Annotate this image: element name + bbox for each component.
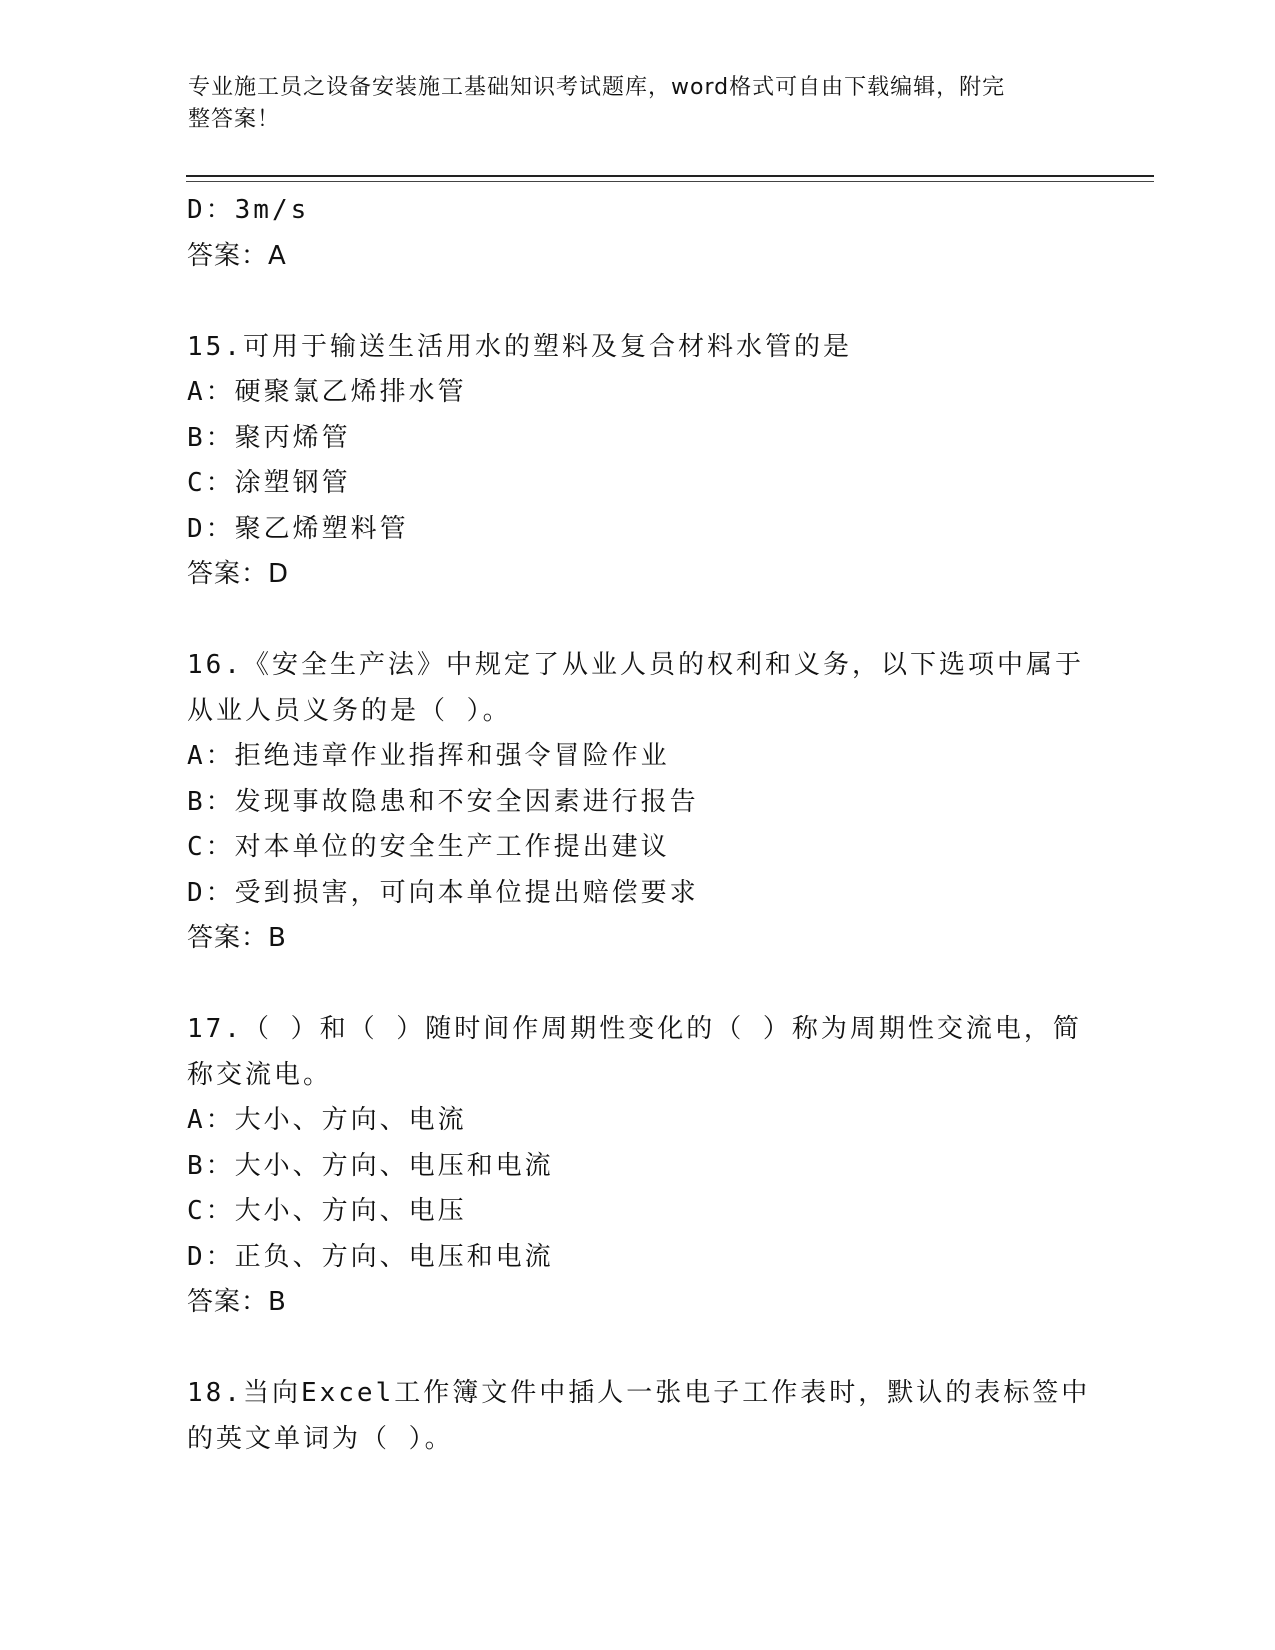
option-d: D：受到损害，可向本单位提出赔偿要求 — [187, 877, 699, 908]
option-d: D：聚乙烯塑料管 — [187, 513, 409, 544]
answer-line: 答案：B — [187, 923, 287, 953]
option-b: B：聚丙烯管 — [187, 422, 351, 453]
question-text-line-2: 的英文单词为（ ）。 — [187, 1423, 454, 1454]
option-d: D：正负、方向、电压和电流 — [187, 1241, 554, 1272]
spacer — [187, 1326, 1087, 1372]
option-a: A：拒绝违章作业指挥和强令冒险作业 — [187, 741, 670, 771]
question-text-line-1: 16.《安全生产法》中规定了从业人员的权利和义务，以下选项中属于 — [187, 650, 1084, 680]
option-c: C：涂塑钢管 — [187, 468, 351, 498]
question-block-18 — [187, 1371, 1091, 1462]
question-text: 15.可用于输送生活用水的塑料及复合材料水管的是 — [187, 331, 852, 362]
question-block-17 — [187, 1007, 1087, 1326]
document-body — [187, 188, 1091, 1462]
spacer — [187, 279, 1087, 325]
option-a: A：大小、方向、电流 — [187, 1105, 467, 1135]
header-divider-thin — [186, 181, 1154, 182]
header-line-1: 专业施工员之设备安装施工基础知识考试题库，word格式可自由下载编辑，附完 — [188, 75, 1006, 100]
option-a: A：硬聚氯乙烯排水管 — [187, 377, 467, 407]
answer-line: 答案：D — [187, 559, 290, 589]
option-c: C：对本单位的安全生产工作提出建议 — [187, 832, 670, 862]
option-b: B：发现事故隐患和不安全因素进行报告 — [187, 786, 699, 817]
option-d: D：3m/s — [187, 195, 310, 225]
question-text-line-1: 17.（ ）和（ ）随时间作周期性变化的（ ）称为周期性交流电，简 — [187, 1014, 1082, 1044]
answer-line: 答案：A — [187, 240, 287, 271]
header-line-2: 整答案！ — [188, 107, 281, 132]
option-c: C：大小、方向、电压 — [187, 1196, 467, 1226]
spacer — [187, 962, 1087, 1008]
answer-line: 答案：B — [187, 1287, 287, 1317]
spacer — [187, 598, 1087, 644]
header-divider-thick — [186, 175, 1154, 177]
question-text-line-2: 从业人员义务的是（ ）。 — [187, 695, 512, 726]
question-block-14-tail — [187, 188, 1087, 279]
question-text-line-1: 18.当向Excel工作簿文件中插人一张电子工作表时，默认的表标签中 — [187, 1378, 1091, 1408]
document-header — [188, 72, 1088, 136]
question-block-15 — [187, 325, 1087, 598]
question-block-16 — [187, 643, 1087, 962]
question-text-line-2: 称交流电。 — [187, 1059, 333, 1090]
option-b: B：大小、方向、电压和电流 — [187, 1150, 554, 1181]
